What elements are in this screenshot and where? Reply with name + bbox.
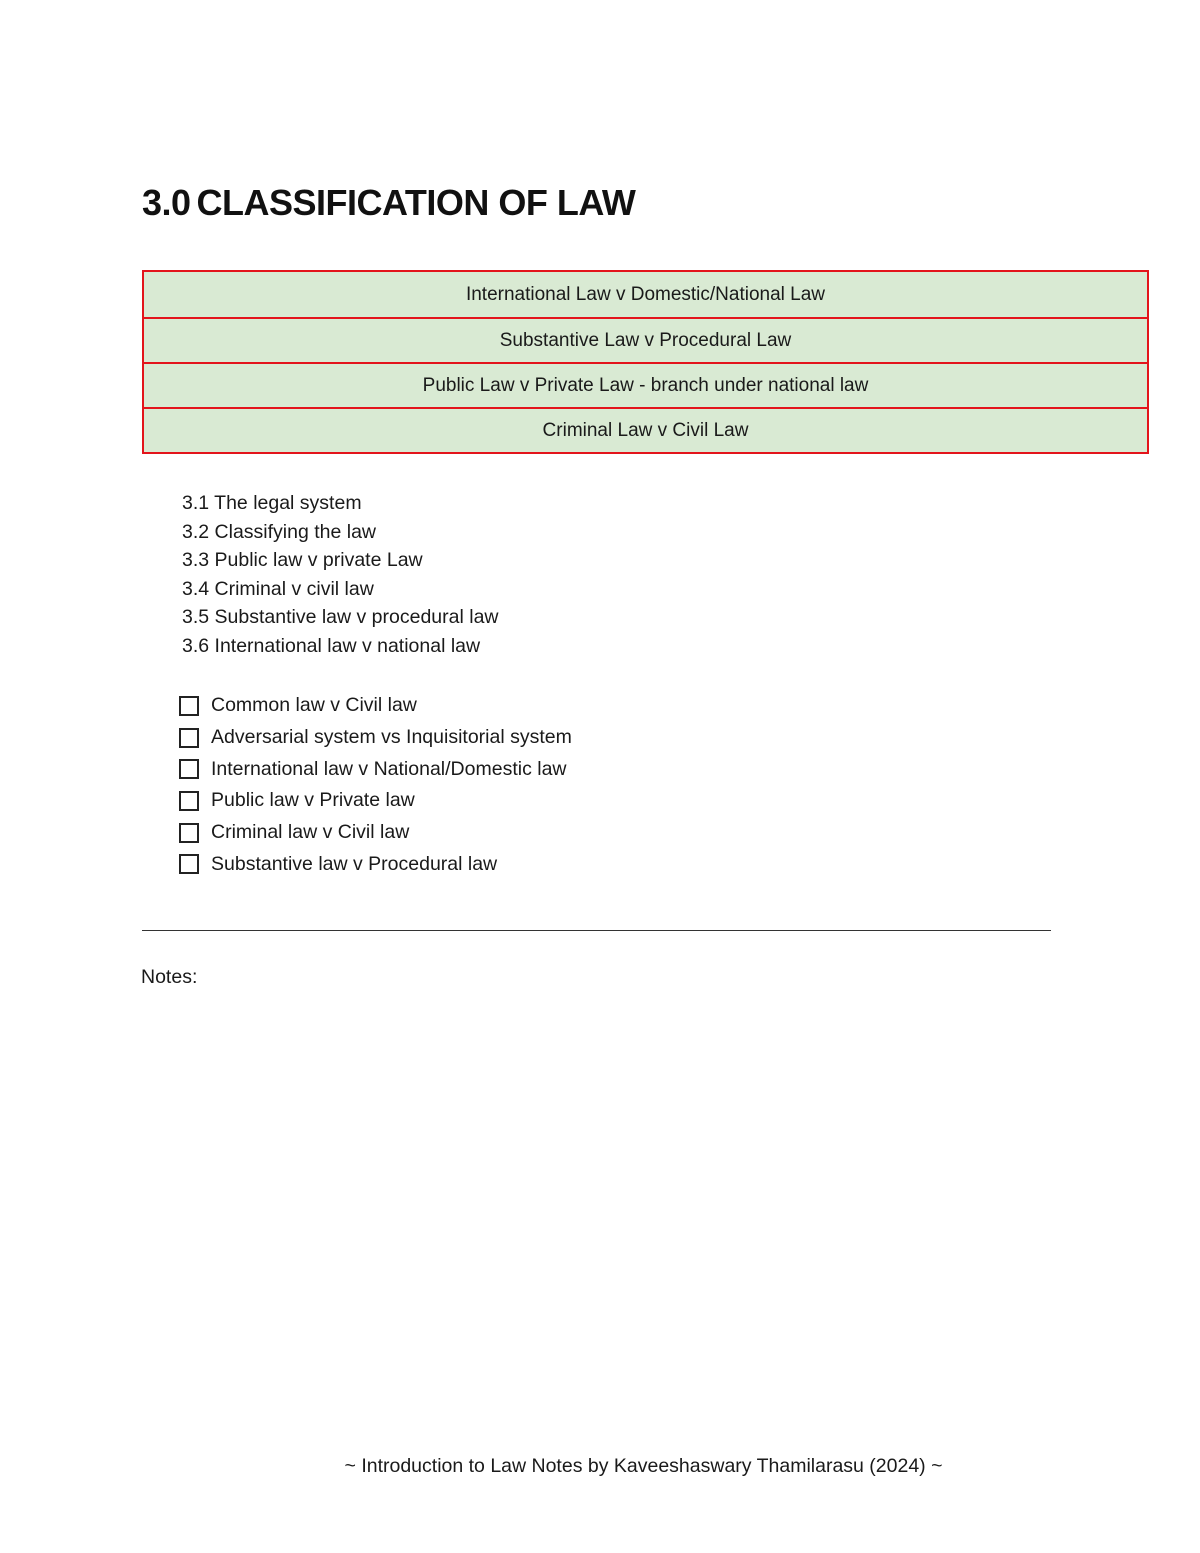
checklist-label: International law v National/Domestic law [211,757,567,780]
checkbox-icon[interactable] [179,728,199,748]
checklist-label: Common law v Civil law [211,694,417,717]
notes-label: Notes: [141,966,198,988]
page-footer: ~ Introduction to Law Notes by Kaveeshaswary Thamilarasu (2024) ~ [344,1455,943,1477]
section-number: 3.0 [142,182,191,223]
checklist-item [179,817,572,849]
checklist-item [179,753,572,785]
checkbox-icon[interactable] [179,759,199,779]
checklist-label: Substantive law v Procedural law [211,852,498,875]
page-title [142,182,635,224]
checklist-item [179,690,572,722]
table-row [143,318,1148,363]
table-row [143,271,1148,318]
table-row [143,363,1148,408]
checklist [179,690,572,880]
horizontal-divider [142,930,1051,931]
list-item: 3.2 Classifying the law [182,520,377,543]
checklist-item [179,785,572,817]
table-cell: Substantive Law v Procedural Law [143,318,1148,363]
table-cell: Public Law v Private Law - branch under national law [143,363,1148,408]
topic-list [182,489,499,660]
table-cell: International Law v Domestic/National Law [143,271,1148,318]
table-cell: Criminal Law v Civil Law [143,408,1148,453]
checkbox-icon[interactable] [179,823,199,843]
checklist-label: Adversarial system vs Inquisitorial system [211,726,572,749]
classification-table [142,270,1149,454]
checkbox-icon[interactable] [179,696,199,716]
checklist-item [179,722,572,754]
list-item: 3.4 Criminal v civil law [182,577,374,600]
table-row [143,408,1148,453]
list-item: 3.5 Substantive law v procedural law [182,606,499,628]
list-item: 3.1 The legal system [182,492,362,514]
checklist-label: Public law v Private law [211,789,415,812]
list-item: 3.3 Public law v private Law [182,549,423,571]
checkbox-icon[interactable] [179,854,199,874]
checklist-label: Criminal law v Civil law [211,821,410,844]
list-item: 3.6 International law v national law [182,634,481,657]
section-title: CLASSIFICATION OF LAW [196,182,636,223]
checkbox-icon[interactable] [179,791,199,811]
checklist-item [179,848,572,880]
